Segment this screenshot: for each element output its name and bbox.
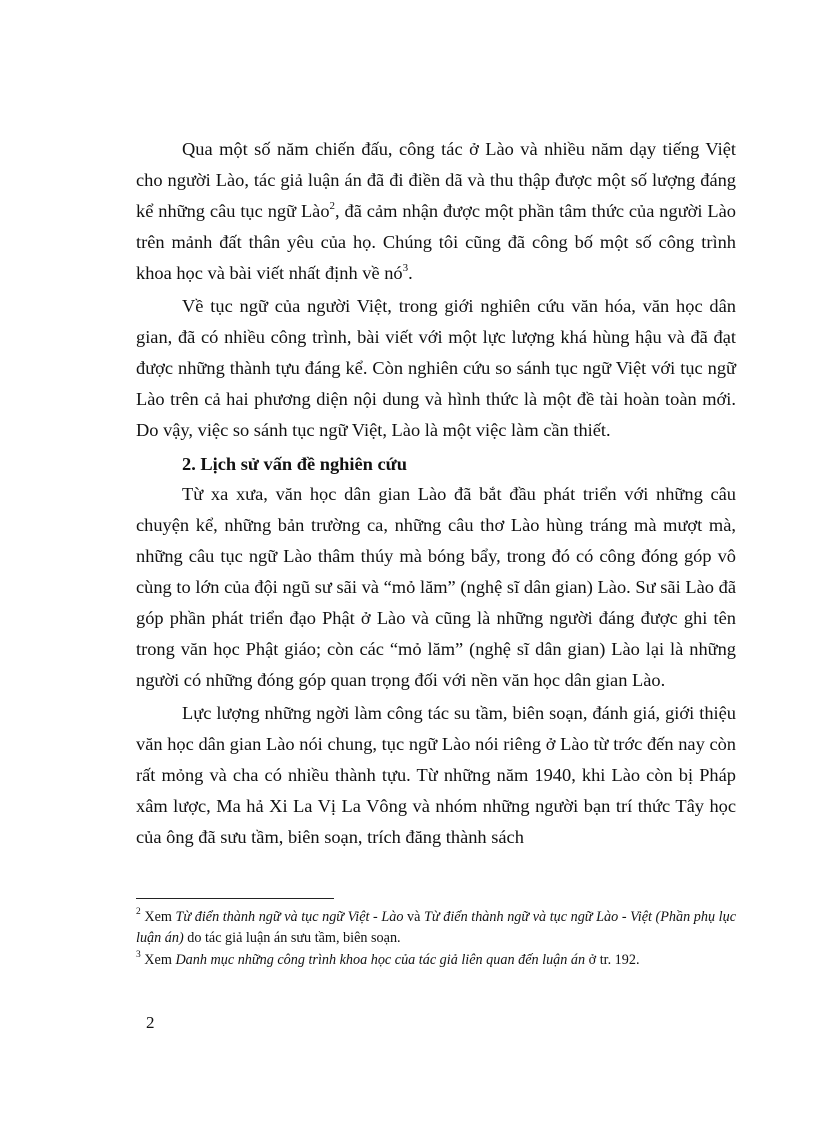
body-text — [136, 134, 736, 853]
paragraph-2: Về tục ngữ của người Việt, trong giới nghiên cứu văn hóa, văn học dân gian, đã có nhiều công trình, bài viết với một lực lượng khá hùng hậu và đã đạt được những thành tựu đáng kể. Còn nghiên cứu so sánh tục ngữ Việt với tục ngữ Lào trên cả hai phương diện nội dung và hình thức là một đề tài hoàn toàn mới. Do vậy, việc so sánh tục ngữ Việt, Lào là một việc làm cần thiết. — [136, 296, 736, 440]
footnote-3-text-a: Xem — [140, 952, 176, 968]
footnote-3 — [136, 950, 736, 971]
footnote-ref-2: 2 — [329, 199, 336, 212]
page-number: 2 — [146, 1013, 155, 1032]
footnotes — [136, 907, 736, 973]
paragraph-1-text-c: . — [408, 263, 413, 283]
footnote-3-title: Danh mục những công trình khoa học của tác giả liên quan đến luận án — [175, 952, 586, 968]
footnote-2-text-e: do tác giả luận án sưu tầm, biên soạn. — [183, 929, 401, 946]
footnote-2 — [136, 907, 736, 948]
paragraph-4: Lực lượng những ngời làm công tác su tầm, biên soạn, đánh giá, giới thiệu văn học dân gian Lào nói chung, tục ngữ Lào nói riêng ở Lào từ trớc đến nay còn rất mỏng và cha có nhiều thành tựu. Từ những năm 1940, khi Lào còn bị Pháp xâm lược, Ma hả Xi La Vị La Vông và nhóm những người bạn trí thức Tây học của ông đã sưu tầm, biên soạn, trích đăng thành sách — [136, 703, 736, 847]
footnote-separator — [136, 898, 334, 899]
footnote-2-title-2: Từ điển thành ngữ và tục ngữ Lào - Việt (Phần phụ lục luận án) — [136, 909, 736, 946]
footnote-3-mark: 3 — [136, 950, 141, 961]
footnote-3-text-c: ở tr. 192. — [585, 952, 640, 968]
paragraph-1-text-b: , đã cảm nhận được một phần tâm thức của người Lào trên mảnh đất thân yêu của họ. Chúng tôi cũng đã công bố một số công trình khoa học và bài viết nhất định về nó — [136, 201, 736, 283]
footnote-2-title-1: Từ điển thành ngữ và tục ngữ Việt - Lào — [175, 909, 404, 925]
paragraph-1-text-a: Qua một số năm chiến đấu, công tác ở Lào và nhiều năm dạy tiếng Việt cho người Lào, tác giả luận án đã đi điền dã và thu thập được một số lượng đáng kể những câu tục ngữ Lào — [136, 139, 736, 221]
footnote-2-mark: 2 — [136, 907, 141, 918]
footnote-ref-3: 3 — [402, 261, 409, 274]
section-heading: 2. Lịch sử vấn đề nghiên cứu — [182, 454, 407, 474]
footnote-2-text-a: Xem — [140, 909, 176, 925]
paragraph-1 — [136, 134, 736, 289]
footnote-2-text-c: và — [403, 909, 425, 925]
paragraph-3: Từ xa xưa, văn học dân gian Lào đã bắt đầu phát triển với những câu chuyện kể, những bản trường ca, những câu thơ Lào hùng tráng mà mượt mà, những câu tục ngữ Lào thâm thúy mà bóng bẩy, trong đó có công đóng góp vô cùng to lớn của đội ngũ sư sãi và “mỏ lăm” (nghệ sĩ dân gian) Lào. Sư sãi Lào đã góp phần phát triển đạo Phật ở Lào và cũng là những người đáng được ghi tên trong văn học Phật giáo; còn các “mỏ lăm” (nghệ sĩ dân gian) Lào lại là những người có những đóng góp quan trọng đối với nền văn học dân gian Lào. — [136, 484, 736, 690]
